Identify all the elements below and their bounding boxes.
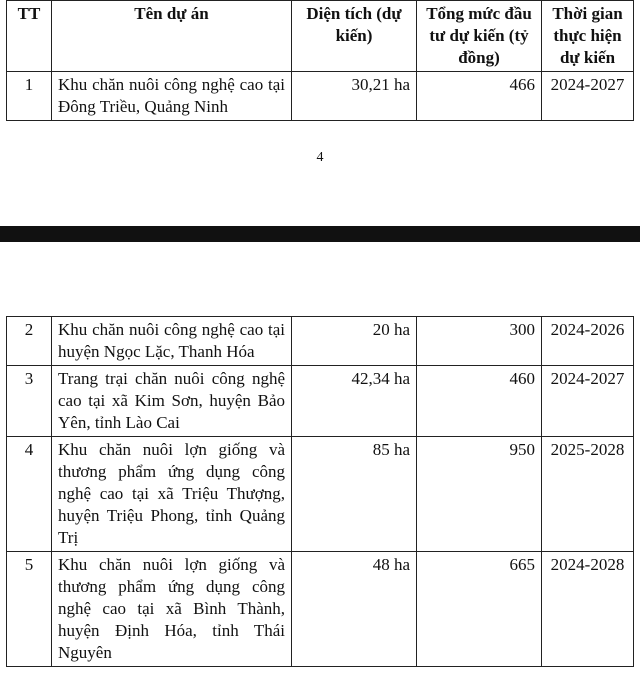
table-row	[7, 552, 634, 667]
row-tt: 4	[7, 437, 52, 552]
page-number: 4	[316, 150, 324, 165]
page-separator	[0, 226, 640, 242]
row-tt: 5	[7, 552, 52, 667]
row-time: 2024-2027	[542, 72, 634, 121]
row-investment: 665	[417, 552, 542, 667]
header-time: Thời gian thực hiện dự kiến	[542, 1, 634, 72]
row-tt: 1	[7, 72, 52, 121]
row-investment: 300	[417, 317, 542, 366]
header-area: Diện tích (dự kiến)	[292, 1, 417, 72]
row-project-name: Trang trại chăn nuôi công nghệ cao tại xã Kim Sơn, huyện Bảo Yên, tỉnh Lào Cai	[52, 366, 292, 437]
row-area: 85 ha	[292, 437, 417, 552]
header-tt: TT	[7, 1, 52, 72]
row-area: 30,21 ha	[292, 72, 417, 121]
table-row	[7, 317, 634, 366]
projects-table-page-bottom	[6, 316, 634, 667]
row-project-name: Khu chăn nuôi công nghệ cao tại huyện Ngọc Lặc, Thanh Hóa	[52, 317, 292, 366]
row-project-name: Khu chăn nuôi lợn giống và thương phẩm ứng dụng công nghệ cao tại xã Triệu Thượng, huyện Triệu Phong, tỉnh Quảng Trị	[52, 437, 292, 552]
row-area: 42,34 ha	[292, 366, 417, 437]
header-investment: Tổng mức đầu tư dự kiến (tỷ đồng)	[417, 1, 542, 72]
row-area: 48 ha	[292, 552, 417, 667]
header-project-name: Tên dự án	[52, 1, 292, 72]
row-area: 20 ha	[292, 317, 417, 366]
row-investment: 460	[417, 366, 542, 437]
row-time: 2024-2026	[542, 317, 634, 366]
row-tt: 3	[7, 366, 52, 437]
row-time: 2024-2028	[542, 552, 634, 667]
row-investment: 950	[417, 437, 542, 552]
row-time: 2025-2028	[542, 437, 634, 552]
table-header-row	[7, 1, 634, 72]
table-row	[7, 72, 634, 121]
row-tt: 2	[7, 317, 52, 366]
table-row	[7, 366, 634, 437]
table-row	[7, 437, 634, 552]
row-project-name: Khu chăn nuôi công nghệ cao tại Đông Triều, Quảng Ninh	[52, 72, 292, 121]
projects-table-page-top	[6, 0, 634, 121]
row-investment: 466	[417, 72, 542, 121]
row-time: 2024-2027	[542, 366, 634, 437]
row-project-name: Khu chăn nuôi lợn giống và thương phẩm ứng dụng công nghệ cao tại xã Bình Thành, huyện Định Hóa, tỉnh Thái Nguyên	[52, 552, 292, 667]
